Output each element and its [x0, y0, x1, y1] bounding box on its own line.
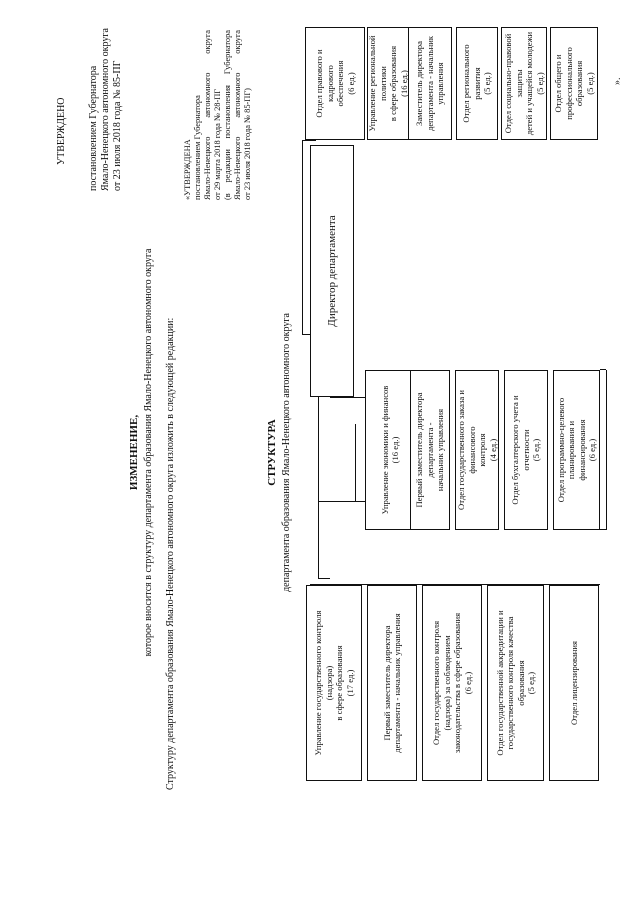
connector-v-bottom-b	[600, 369, 606, 370]
inner-approved-line-2: Ямало-Ненецкого автономного округа	[203, 30, 212, 200]
connector-v-bottom-a	[600, 529, 606, 530]
box-first-deputy-left: Первый заместитель директора департамента - начальник управления	[367, 585, 417, 781]
approved-label: УТВЕРЖДЕНО	[56, 97, 67, 165]
inner-approved-line-3: от 29 марта 2018 года № 28-ПГ	[213, 88, 222, 200]
inner-approved-line-4: (в редакции постановления Губернатора	[223, 30, 232, 200]
inner-approved-line-1: постановлением Губернатора	[193, 95, 202, 200]
closing-mark: ».	[612, 77, 623, 85]
connector-h-bottom	[606, 370, 607, 530]
connector-h-upper	[302, 141, 303, 335]
box-control-compliance: Отдел государственного контроля (надзора) за соблюдением законодательства в сфере образования (6 ед.)	[422, 585, 482, 781]
box-accounting: Отдел бухгалтерского учета и отчетности (5 ед.)	[504, 370, 548, 530]
inner-approved-block	[183, 30, 253, 200]
box-deputy-right: Заместитель директора департамента - начальник управления	[408, 27, 452, 140]
director-box: Директор департамента	[310, 145, 354, 397]
inner-approved-line-6: от 23 июля 2018 года № 85-ПГ)	[243, 88, 252, 200]
box-control-directorate: Управление государственного контроля (надзора) в сфере образования (17 ед.)	[306, 585, 362, 781]
structure-subtitle: департамента образования Ямало-Ненецкого автономного округа	[281, 313, 292, 592]
box-procurement-control: Отдел государственного заказа и финансового контроля (4 ед.)	[455, 370, 499, 530]
inner-approved-line-5: Ямало-Ненецкого автономного округа	[233, 30, 242, 200]
approved-line-1: постановлением Губернатора	[88, 65, 99, 191]
document-title: ИЗМЕНЕНИЕ,	[128, 414, 140, 491]
box-accreditation: Отдел государственной аккредитации и государственного контроля качества образования (5 ед.)	[487, 585, 544, 781]
box-licensing: Отдел лицензирования	[549, 585, 599, 781]
approved-line-3: от 23 июля 2018 года № 85-ПГ	[112, 60, 123, 191]
box-legal-personnel: Отдел правового и кадрового обеспечения (6 ед.)	[305, 27, 365, 140]
box-regional-development: Отдел регионального развития (5 ед.)	[456, 27, 498, 140]
box-program-planning: Отдел программно-целевого планирования и финансирования (6 ед.)	[553, 370, 600, 530]
connector-v-main-a	[318, 578, 330, 579]
intro-text: Структуру департамента образования Ямало-Ненецкого автономного округа изложить в следующей редакции:	[165, 317, 176, 790]
box-economics-finance: Управление экономики и финансов (16 ед.)	[365, 370, 415, 530]
box-child-protection: Отдел социально-правовой защиты детей и учащейся молодежи (5 ед.)	[501, 27, 547, 140]
box-regional-policy: Управление региональной политики в сфере образования (16 ед.)	[367, 27, 409, 140]
box-first-deputy-middle: Первый заместитель директора департамента - начальник управления	[410, 370, 450, 530]
structure-title: СТРУКТУРА	[266, 419, 278, 486]
connector-h-director-left	[355, 424, 356, 502]
box-general-professional-education: Отдел общего и профессионального образования (5 ед.)	[550, 27, 598, 140]
inner-approved-heading: «УТВЕРЖДЕНА	[183, 139, 192, 200]
connector-v-upper-b	[302, 140, 316, 141]
approved-line-2: Ямало-Ненецкого автономного округа	[100, 28, 111, 191]
document-subtitle: которое вносится в структуру департамента образования Ямало-Ненецкого автономного округа	[143, 248, 154, 657]
